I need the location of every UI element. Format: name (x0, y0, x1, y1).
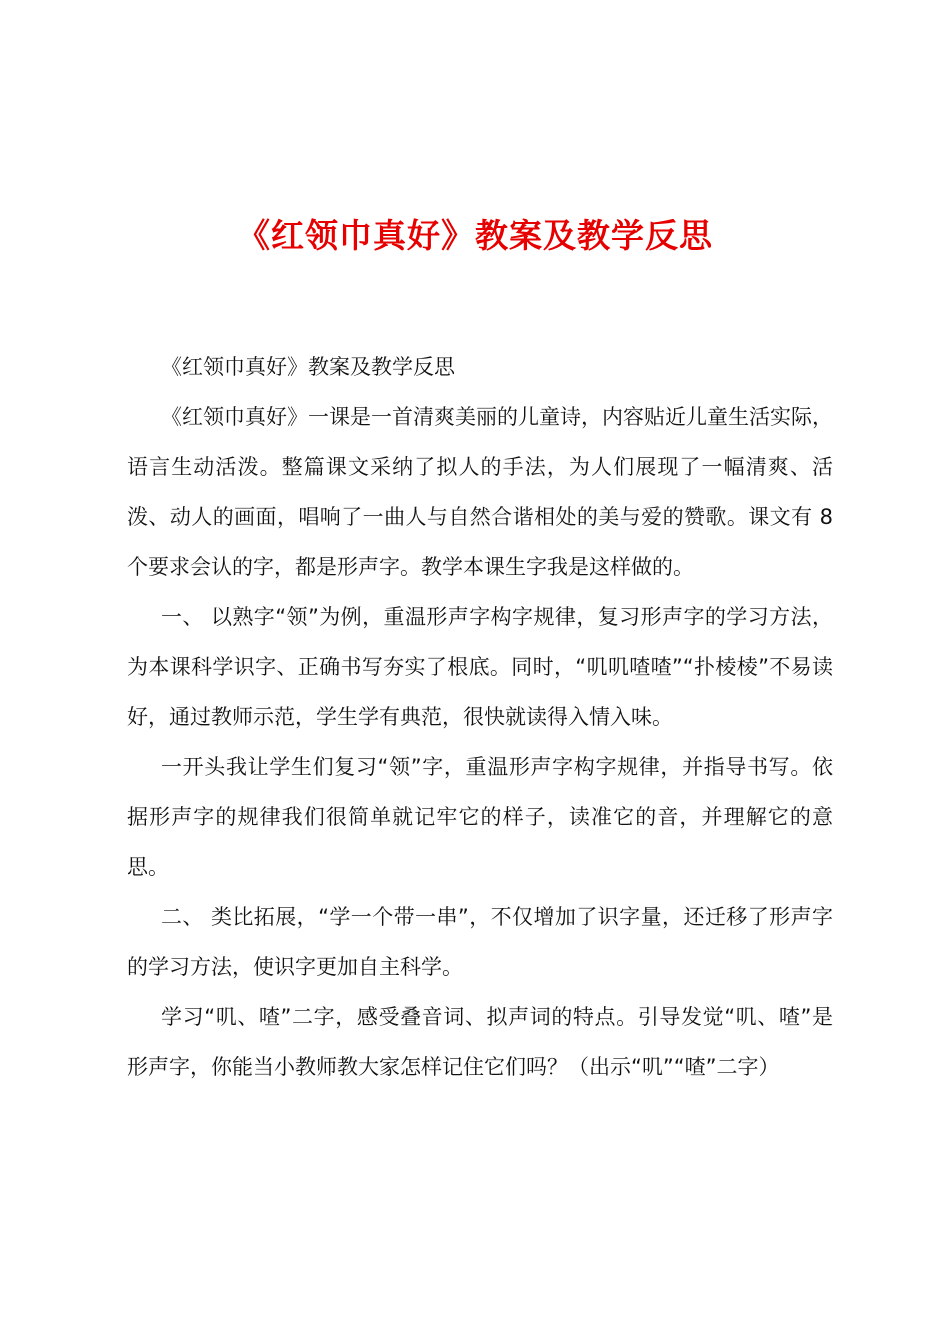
document-body (127, 342, 833, 1092)
paragraph-learning: 学习“叽、喳”二字，感受叠音词、拟声词的特点。引导发觉“叽、喳”是形声字，你能当小教师教大家怎样记住它们吗？（出示“叽”“喳”二字） (127, 1005, 833, 1079)
paragraph-review: 一开头我让学生们复习“领”字，重温形声字构字规律，并指导书写。依据形声字的规律我们很简单就记牢它的样子，读准它的音，并理解它的意思。 (127, 755, 833, 879)
document-title: 《红领巾真好》教案及教学反思 (237, 216, 713, 255)
paragraph-subtitle: 《红领巾真好》教案及教学反思 (161, 355, 455, 379)
paragraph-point-two: 二、 类比拓展，“学一个带一串”，不仅增加了识字量，还迁移了形声字的学习方法，使识字更加自主科学。 (127, 905, 833, 979)
paragraph-point-one: 一、 以熟字“领”为例，重温形声字构字规律，复习形声字的学习方法，为本课科学识字、正确书写夯实了根底。同时，“叽叽喳喳”“扑棱棱”不易读好，通过教师示范，学生学有典范，很快就读得入情入味。 (127, 605, 833, 729)
paragraph-intro: 《红领巾真好》一课是一首清爽美丽的儿童诗，内容贴近儿童生活实际，语言生动活泼。整篇课文采纳了拟人的手法，为人们展现了一幅清爽、活泼、动人的画面，唱响了一曲人与自然合谐相处的美与爱的赞歌。课文有 8 个要求会认的字，都是形声字。教学本课生字我是这样做的。 (127, 405, 833, 579)
